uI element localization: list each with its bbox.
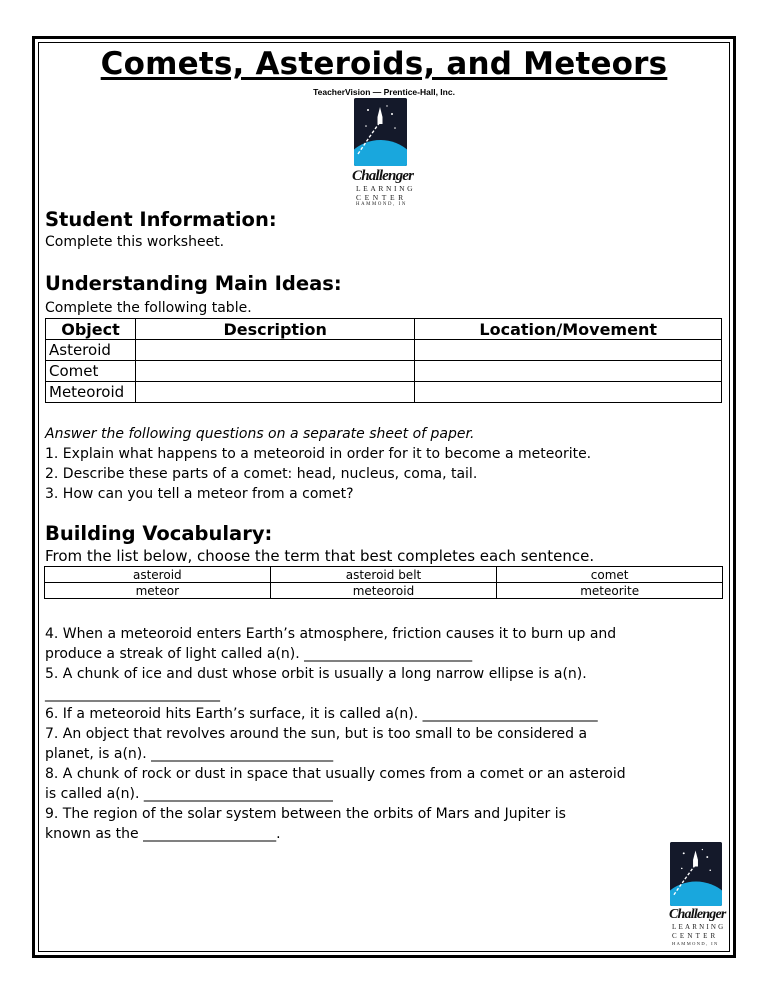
heading-building-vocabulary: Building Vocabulary: (45, 522, 273, 545)
logo-line-location: HAMMOND, IN (672, 941, 719, 946)
vocab-line-7a: 7. An object that revolves around the sun, but is too small to be considered a (45, 726, 588, 742)
vocab-line-8a: 8. A chunk of rock or dust in space that usually comes from a comet or an asteroid (45, 766, 626, 782)
description-cell[interactable] (135, 382, 414, 403)
logo-line-learning: LEARNING (672, 923, 726, 931)
object-cell: Comet (46, 361, 136, 382)
term-cell: meteor (45, 583, 271, 599)
vocab-line-4b: produce a streak of light called a(n). ________________________ (45, 646, 473, 662)
vocabulary-instruction: From the list below, choose the term that best completes each sentence. (45, 547, 595, 565)
objects-table-header (46, 319, 722, 340)
challenger-logo-bottom (670, 842, 730, 950)
question-1: 1. Explain what happens to a meteoroid in order for it to become a meteorite. (45, 446, 592, 462)
term-cell: asteroid belt (270, 567, 497, 583)
page-subtitle: TeacherVision — Prentice-Hall, Inc. (313, 87, 455, 97)
object-cell: Asteroid (46, 340, 136, 361)
vocab-line-5b: _________________________ (45, 686, 220, 702)
objects-table (45, 318, 722, 403)
vocab-line-9b: known as the ___________________. (45, 826, 281, 842)
vocabulary-terms-table (44, 566, 723, 599)
location-cell[interactable] (415, 382, 722, 403)
table-row (46, 340, 722, 361)
location-cell[interactable] (415, 340, 722, 361)
description-cell[interactable] (135, 361, 414, 382)
vocab-line-6: 6. If a meteoroid hits Earth’s surface, it is called a(n). _________________________ (45, 706, 598, 722)
table-row (45, 567, 723, 583)
term-cell: meteorite (497, 583, 723, 599)
shuttle-badge-icon (354, 98, 407, 166)
table-row (45, 583, 723, 599)
column-header-description: Description (135, 319, 414, 340)
vocab-line-8b: is called a(n). ___________________________ (45, 786, 333, 802)
vocab-line-7b: planet, is a(n). __________________________ (45, 746, 334, 762)
object-cell: Meteoroid (46, 382, 136, 403)
question-3: 3. How can you tell a meteor from a comet? (45, 486, 354, 502)
logo-brand-text: Challenger (669, 907, 726, 922)
logo-line-location: HAMMOND, IN (356, 202, 407, 207)
term-cell: meteoroid (270, 583, 497, 599)
table-row (46, 382, 722, 403)
heading-student-information: Student Information: (45, 208, 277, 231)
term-cell: asteroid (45, 567, 271, 583)
term-cell: comet (497, 567, 723, 583)
vocab-line-4a: 4. When a meteoroid enters Earth’s atmosphere, friction causes it to burn up and (45, 626, 617, 642)
heading-understanding-main-ideas: Understanding Main Ideas: (45, 272, 342, 295)
logo-line-center: CENTER (672, 932, 719, 940)
vocab-line-9a: 9. The region of the solar system between the orbits of Mars and Jupiter is (45, 806, 566, 822)
questions-note: Answer the following questions on a separate sheet of paper. (45, 426, 475, 442)
description-cell[interactable] (135, 340, 414, 361)
student-info-text: Complete this worksheet. (45, 234, 225, 250)
column-header-location-movement: Location/Movement (415, 319, 722, 340)
table-instruction: Complete the following table. (45, 300, 252, 316)
table-row (46, 361, 722, 382)
location-cell[interactable] (415, 361, 722, 382)
challenger-logo-top (354, 98, 414, 210)
page-title: Comets, Asteroids, and Meteors (100, 46, 668, 82)
shuttle-badge-icon (670, 842, 722, 906)
logo-line-learning: LEARNING (356, 184, 416, 193)
question-2: 2. Describe these parts of a comet: head, nucleus, coma, tail. (45, 466, 478, 482)
logo-line-center: CENTER (356, 193, 407, 202)
logo-brand-text: Challenger (352, 168, 414, 184)
column-header-object: Object (46, 319, 136, 340)
vocab-line-5a: 5. A chunk of ice and dust whose orbit is usually a long narrow ellipse is a(n). (45, 666, 587, 682)
